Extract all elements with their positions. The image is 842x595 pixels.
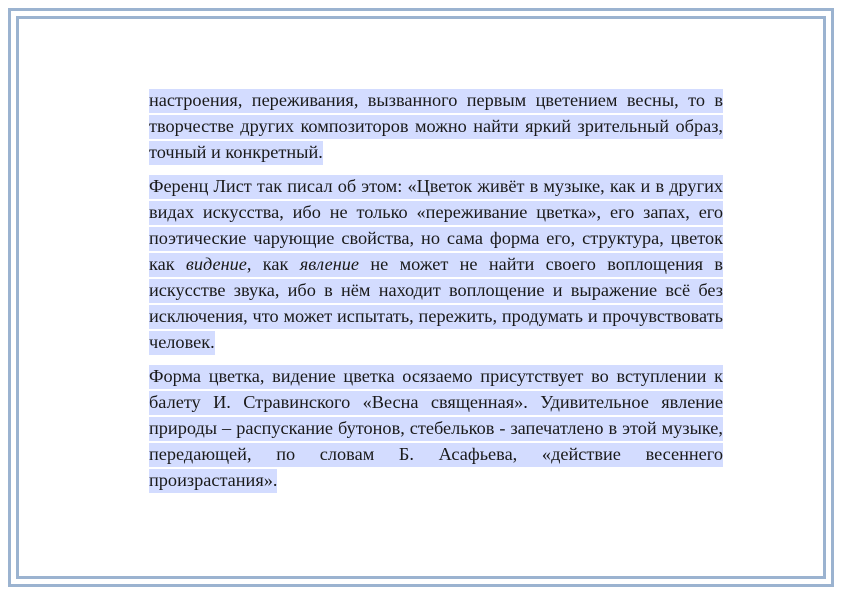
paragraph-3-text: Форма цветка, видение цветка осязаемо присутствует во вступлении к балету И. Стравинского «Весна священная». Удивительное явление природы – распускание бутонов, стебельков - запечатлено в этой музыке, передающей, по словам Б. Асафьева, «действие весеннего произрастания». xyxy=(149,365,723,493)
paragraph-3 xyxy=(149,363,723,493)
paragraph-2-part2: , как xyxy=(246,254,300,274)
main-text-block xyxy=(149,87,723,493)
emphasis-videnie: видение xyxy=(185,254,247,274)
emphasis-yavlenie: явление xyxy=(299,254,360,274)
paragraph-1-text: настроения, переживания, вызванного первым цветением весны, то в творчестве других композиторов можно найти яркий зрительный образ, точный и конкретный. xyxy=(149,89,723,165)
paragraph-2 xyxy=(149,173,723,355)
paragraph-2-part1: Ференц Лист так писал об этом: «Цветок живёт в музыке, как и в других видах искусства, ибо не только «переживание цветка», его запах, его поэтические чарующие свойства, но сама форма его, структура, цветок как xyxy=(149,176,723,274)
paragraph-1 xyxy=(149,87,723,165)
paragraph-2-text xyxy=(149,175,723,355)
paragraph-2-part3: не может не найти своего воплощения в искусстве звука, ибо в нём находит воплощение и выражение всё без исключения, что может испытать, пережить, продумать и прочувствовать человек. xyxy=(149,254,724,352)
